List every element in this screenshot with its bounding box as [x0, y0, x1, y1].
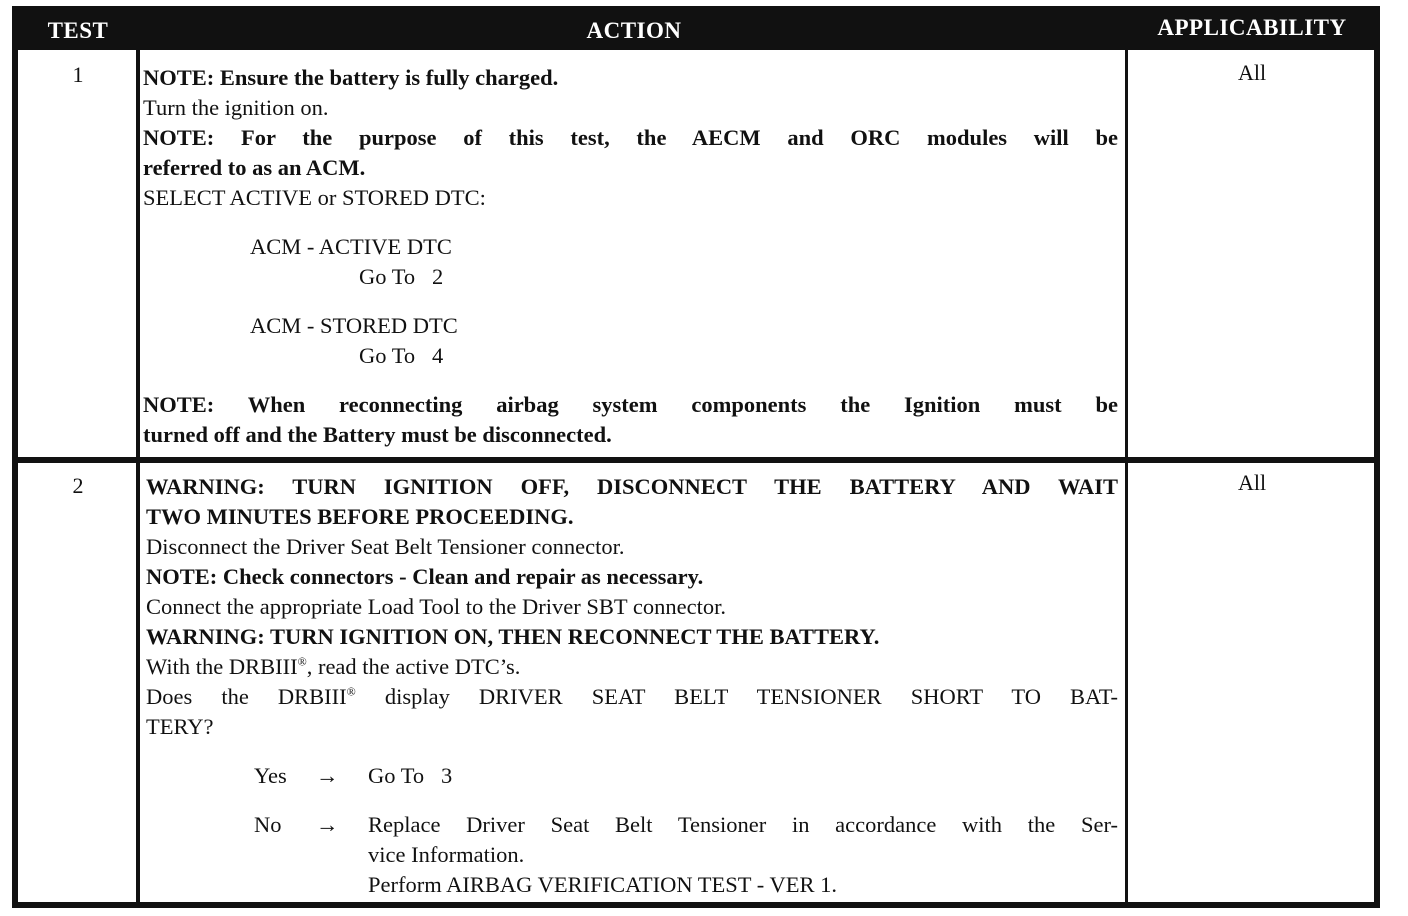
- note-line: NOTE: Check connectors - Clean and repair as necessary.: [146, 564, 704, 589]
- table-header: [18, 12, 1374, 50]
- applicability-1: All: [1237, 60, 1267, 85]
- goto-step-3: Go To 3: [368, 763, 453, 788]
- replace-instruction: Replace Driver Seat Belt Tensioner in accordance with the Ser-: [368, 812, 1118, 837]
- header-test: TEST: [47, 18, 109, 43]
- verification-instruction: Perform AIRBAG VERIFICATION TEST - VER 1.: [368, 872, 837, 897]
- instruction-line: Connect the appropriate Load Tool to the Driver SBT connector.: [146, 594, 726, 619]
- no-label: No: [254, 812, 282, 837]
- row-divider: [18, 457, 1374, 463]
- registered-mark: ®: [346, 684, 356, 699]
- yes-label: Yes: [254, 763, 287, 788]
- note-line: turned off and the Battery must be disconnected.: [143, 422, 612, 447]
- arrow-right-icon: →: [316, 812, 339, 837]
- diagnostic-table: [12, 6, 1380, 908]
- header-action: ACTION: [586, 18, 682, 43]
- instruction-line: Disconnect the Driver Seat Belt Tensioner connector.: [146, 534, 625, 559]
- registered-mark: ®: [297, 654, 307, 669]
- note-line: NOTE: When reconnecting airbag system components the Ignition must be: [143, 392, 1118, 417]
- question-line: TERY?: [146, 714, 214, 739]
- header-applicability: APPLICABILITY: [1157, 15, 1347, 40]
- warning-line: WARNING: TURN IGNITION OFF, DISCONNECT THE BATTERY AND WAIT: [146, 474, 1118, 499]
- test-number-2: 2: [72, 473, 84, 498]
- note-line: NOTE: For the purpose of this test, the AECM and ORC modules will be: [143, 125, 1118, 150]
- warning-line: WARNING: TURN IGNITION ON, THEN RECONNECT THE BATTERY.: [146, 624, 880, 649]
- replace-instruction-cont: vice Information.: [368, 842, 525, 867]
- test-number-1: 1: [72, 62, 84, 87]
- question-line: Does the DRBIII® display DRIVER SEAT BELT TENSIONER SHORT TO BAT-: [146, 684, 1118, 709]
- instruction-line: SELECT ACTIVE or STORED DTC:: [143, 185, 486, 210]
- applicability-2: All: [1237, 470, 1267, 495]
- goto-step-2: Go To 2: [359, 264, 444, 289]
- note-line: NOTE: Ensure the battery is fully charged.: [143, 65, 559, 90]
- warning-line: TWO MINUTES BEFORE PROCEEDING.: [146, 504, 574, 529]
- column-divider: [1125, 50, 1128, 902]
- arrow-right-icon: →: [316, 763, 339, 788]
- instruction-line: With the DRBIII®, read the active DTC’s.: [146, 654, 521, 679]
- option-active-dtc: ACM - ACTIVE DTC: [250, 234, 452, 259]
- action-text-1: [143, 63, 1118, 450]
- option-stored-dtc: ACM - STORED DTC: [250, 313, 458, 338]
- action-text-2: [146, 472, 1118, 900]
- instruction-line: Turn the ignition on.: [143, 95, 329, 120]
- branch-no: [146, 810, 1118, 840]
- goto-step-4: Go To 4: [359, 343, 444, 368]
- note-line: referred to as an ACM.: [143, 155, 366, 180]
- branch-yes: [146, 761, 1118, 791]
